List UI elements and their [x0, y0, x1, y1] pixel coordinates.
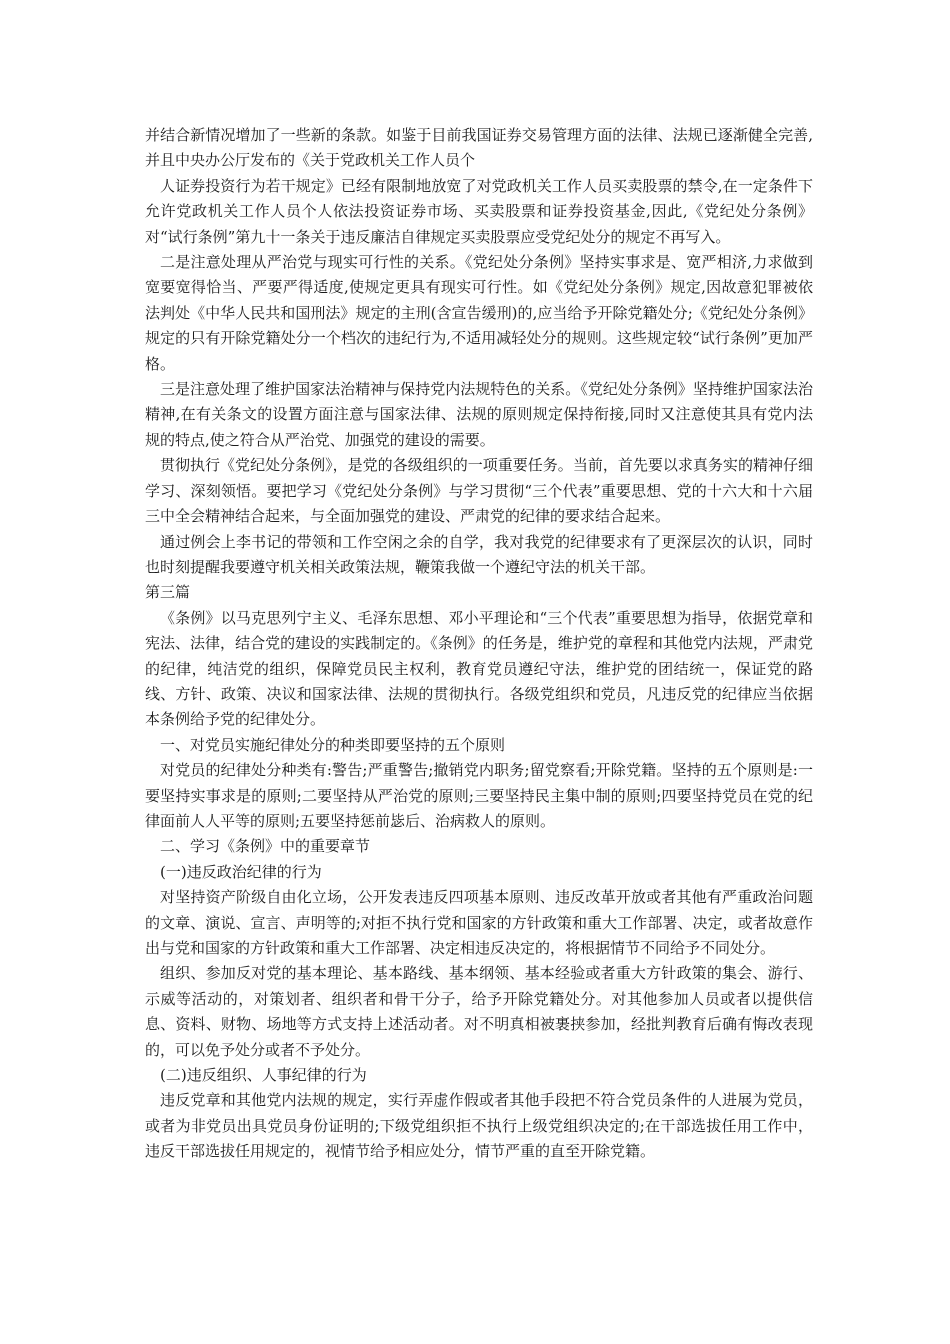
paragraph-13: 对坚持资产阶级自由化立场，公开发表违反四项基本原则、违反改革开放或者其他有严重政治问题的文章、演说、宣言、声明等的;对拒不执行党和国家的方针政策和重大工作部署、决定，或者故意作出与党和国家的方针政策和重大工作部署、决定相违反决定的，将根据情节不同给予不同处分。: [145, 888, 813, 957]
document-body: [145, 123, 813, 1165]
subheading-organization: (二)违反组织、人事纪律的行为: [160, 1066, 367, 1085]
paragraph-1: 并结合新情况增加了一些新的条款。如鉴于目前我国证券交易管理方面的法律、法规已逐渐健全完善,并且中央办公厅发布的《关于党政机关工作人员个: [145, 126, 813, 170]
paragraph-3: 二是注意处理从严治党与现实可行性的关系。《党纪处分条例》坚持实事求是、宽严相济,力求做到宽要宽得恰当、严要严得适度,使规定更具有现实可行性。如《党纪处分条例》规定,因故意犯罪被依法判处《中华人民共和国刑法》规定的主刑(含宣告缓刑)的,应当给予开除党籍处分;《党纪处分条例》规定的只有开除党籍处分一个档次的违纪行为,不适用减轻处分的规则。这些规定较“试行条例”更加严格。: [145, 253, 813, 373]
subheading-principles: 一、对党员实施纪律处分的种类即要坚持的五个原则: [160, 735, 506, 754]
paragraph-14: 组织、参加反对党的基本理论、基本路线、基本纲领、基本经验或者重大方针政策的集会、游行、示威等活动的，对策划者、组织者和骨干分子，给予开除党籍处分。对其他参加人员或者以提供信息、资料、财物、场地等方式支持上述活动者。对不明真相被裹挟参加，经批判教育后确有悔改表现的，可以免予处分或者不予处分。: [145, 964, 813, 1059]
subheading-chapters: 二、学习《条例》中的重要章节: [160, 837, 371, 856]
paragraph-16: 违反党章和其他党内法规的规定，实行弄虚作假或者其他手段把不符合党员条件的人进展为党员，或者为非党员出具党员身份证明的;下级党组织拒不执行上级党组织决定的;在干部选拔任用工作中，违反干部选拔任用规定的，视情节给予相应处分，情节严重的直至开除党籍。: [145, 1091, 813, 1161]
paragraph-2: 人证券投资行为若干规定》已经有限制地放宽了对党政机关工作人员买卖股票的禁令,在一定条件下允许党政机关工作人员个人依法投资证券市场、买卖股票和证券投资基金,因此,《党纪处分条例》对“试行条例”第九十一条关于违反廉洁自律规定买卖股票应受党纪处分的规定不再写入。: [145, 176, 813, 246]
paragraph-10: 对党员的纪律处分种类有:警告;严重警告;撤销党内职务;留党察看;开除党籍。坚持的五个原则是:一要坚持实事求是的原则;二要坚持从严治党的原则;三要坚持民主集中制的原则;四要坚持党员在党的纪律面前人人平等的原则;五要坚持惩前毖后、治病救人的原则。: [145, 761, 813, 830]
subheading-political: (一)违反政治纪律的行为: [160, 862, 322, 881]
paragraph-5: 贯彻执行《党纪处分条例》，是党的各级组织的一项重要任务。当前，首先要以求真务实的精神仔细学习、深刻领悟。要把学习《党纪处分条例》与学习贯彻“三个代表”重要思想、党的十六大和十六届三中全会精神结合起来，与全面加强党的建设、严肃党的纪律的要求结合起来。: [145, 456, 813, 526]
paragraph-8: 《条例》以马克思列宁主义、毛泽东思想、邓小平理论和“三个代表”重要思想为指导，依据党章和宪法、法律，结合党的建设的实践制定的。《条例》的任务是，维护党的章程和其他党内法规，严肃党的纪律，纯洁党的组织，保障党员民主权利，教育党员遵纪守法，维护党的团结统一，保证党的路线、方针、政策、决议和国家法律、法规的贯彻执行。各级党组织和党员，凡违反党的纪律应当依据本条例给予党的纪律处分。: [145, 608, 813, 729]
section-heading: 第三篇: [145, 583, 191, 602]
paragraph-6: 通过例会上李书记的带领和工作空闲之余的自学，我对我党的纪律要求有了更深层次的认识，同时也时刻提醒我要遵守机关相关政策法规，鞭策我做一个遵纪守法的机关干部。: [145, 532, 813, 576]
paragraph-4: 三是注意处理了维护国家法治精神与保持党内法规特色的关系。《党纪处分条例》坚持维护国家法治精神,在有关条文的设置方面注意与国家法律、法规的原则规定保持衔接,同时又注意使其具有党内法规的特点,使之符合从严治党、加强党的建设的需要。: [145, 380, 813, 449]
